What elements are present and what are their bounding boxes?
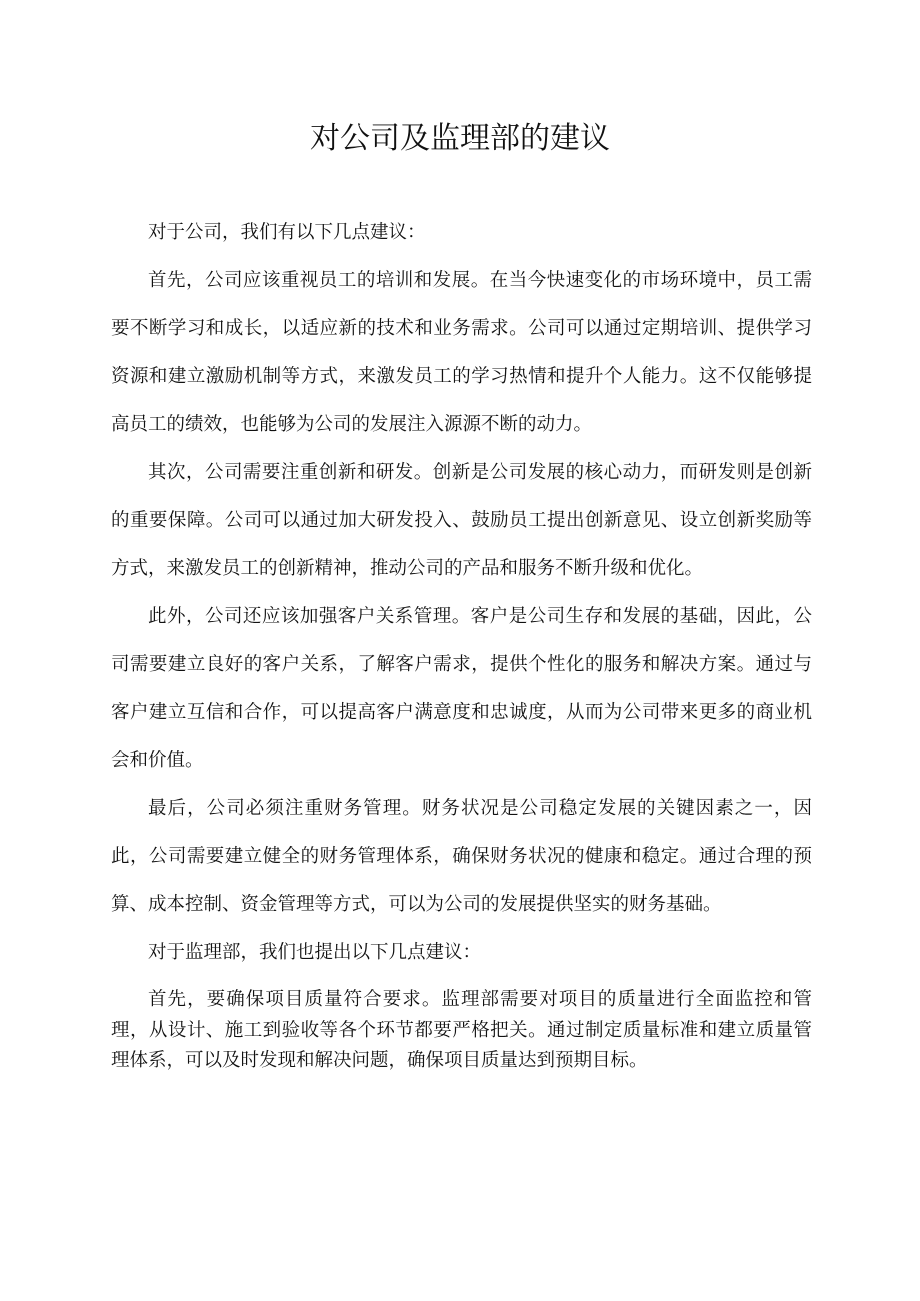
document-title: 对公司及监理部的建议 xyxy=(310,121,610,156)
paragraph-company-intro: 对于公司，我们有以下几点建议： xyxy=(148,222,426,243)
paragraph-customer-relations: 此外，公司还应该加强客户关系管理。客户是公司生存和发展的基础，因此，公司需要建立良好的客户关系，了解客户需求，提供个性化的服务和解决方案。通过与客户建立互信和合作，可以提高客户满意度和忠诚度，从而为公司带来更多的商业机会和价值。 xyxy=(111,606,812,771)
paragraph-innovation: 其次，公司需要注重创新和研发。创新是公司发展的核心动力，而研发则是创新的重要保障。公司可以通过加大研发投入、鼓励员工提出创新意见、设立创新奖励等方式，来激发员工的创新精神，推动公司的产品和服务不断升级和优化。 xyxy=(111,462,812,579)
paragraph-training: 首先，公司应该重视员工的培训和发展。在当今快速变化的市场环境中，员工需要不断学习和成长，以适应新的技术和业务需求。公司可以通过定期培训、提供学习资源和建立激励机制等方式，来激发员工的学习热情和提升个人能力。这不仅能够提高员工的绩效，也能够为公司的发展注入源源不断的动力。 xyxy=(111,270,812,435)
paragraph-quality: 首先，要确保项目质量符合要求。监理部需要对项目的质量进行全面监控和管理，从设计、施工到验收等各个环节都要严格把关。通过制定质量标准和建立质量管理体系，可以及时发现和解决问题，确保项目质量达到预期目标。 xyxy=(111,989,812,1071)
paragraph-finance: 最后，公司必须注重财务管理。财务状况是公司稳定发展的关键因素之一，因此，公司需要建立健全的财务管理体系，确保财务状况的健康和稳定。通过合理的预算、成本控制、资金管理等方式，可以为公司的发展提供坚实的财务基础。 xyxy=(111,798,812,915)
document-body xyxy=(111,209,812,1077)
paragraph-supervision-intro: 对于监理部，我们也提出以下几点建议： xyxy=(148,942,482,963)
